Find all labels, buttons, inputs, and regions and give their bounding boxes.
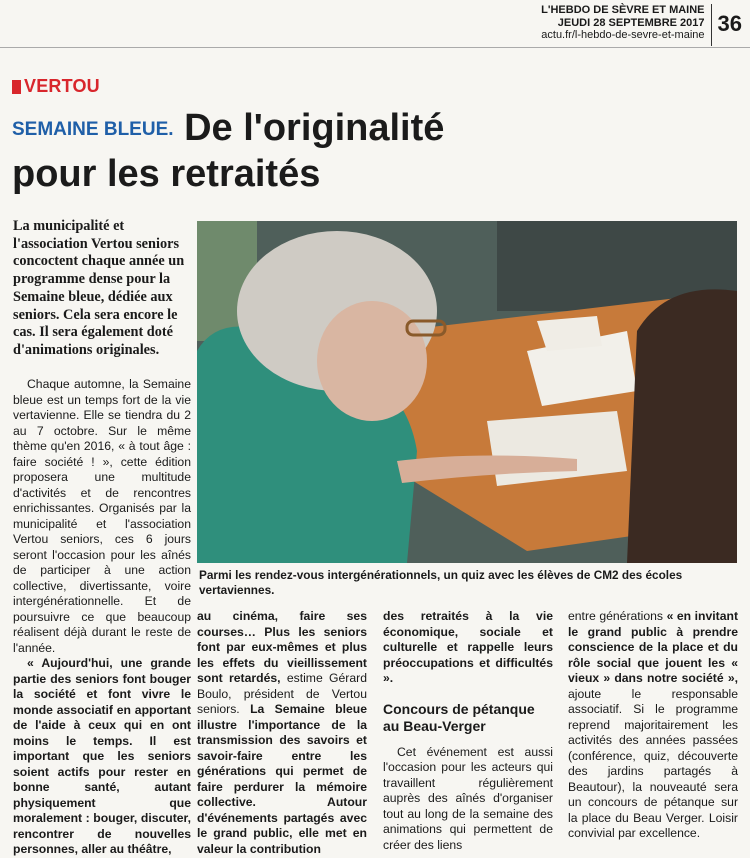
article-column-4 xyxy=(568,609,738,842)
attribution-text: ajoute le responsable associatif. xyxy=(568,686,738,716)
quote-text-continued: La Semaine bleue illustre l'importance de la transmission des savoirs et savoir-faire entre les générations qui permet de faire perdurer la mémoire collective. Autour d'événements partagés avec le grand public, elle met en valeur la contribution xyxy=(197,702,367,856)
paragraph-quote: « Aujourd'hui, une grande partie des seniors font bouger la société et font vivre le monde associatif en apportant de l'aide à ceux qui en ont moins le temps. Il est important que les seniors soient actifs pour rester en bonne santé, autant physiquement que moralement : bouger, discuter, rencontrer de nouvelles personnes, aller au théâtre, xyxy=(13,656,191,856)
headline-kicker: SEMAINE BLEUE. xyxy=(12,118,174,140)
article-column-2 xyxy=(197,609,367,857)
paragraph: Chaque automne, la Semaine bleue est un temps fort de la vie vertavienne. Elle se tiendra du 2 au 7 octobre. Sur le même thème qu'en 2016, « à tout âge : faire société ! », cette édition proposera une multitude d'activités et de rencontres enrichissantes. Organisés par la municipalité et l'association Vertou seniors, ces 6 jours seront l'occasion pour les aînés de participer à une action collective, divertissante, voire intergénérationnelle. Et de poursuivre ce que beaucoup réalisent déjà durant le reste de l'année. xyxy=(13,377,191,655)
headline xyxy=(12,106,732,196)
article-column-1 xyxy=(13,377,191,858)
website-url: actu.fr/l-hebdo-de-sevre-et-maine xyxy=(541,29,705,41)
article-column-3 xyxy=(383,609,553,853)
headline-line1: De l'originalité xyxy=(184,107,445,149)
section-name: VERTOU xyxy=(24,76,100,96)
attribution-text: estime Gérard Boulo, président de Vertou seniors. xyxy=(197,671,367,716)
body-text-continued: Si le programme reprend majoritairement les activités des années passées (conférence, quiz, découverte des jardins partagés à Beautour), la nouveauté sera un concours de pétanque sur la place du Beau Verger. Loisir convivial par excellence. xyxy=(568,702,738,840)
article-lead: La municipalité et l'association Vertou seniors concoctent chaque année un programme dense pour la Semaine bleue, dédiée aux seniors. Cela sera encore le cas. Il sera également doté d'animations originales. xyxy=(13,218,185,358)
body-text: entre générations xyxy=(568,609,664,623)
paragraph: Cet événement est aussi l'occasion pour les acteurs qui travaillent régulièrement auprès des aînés d'organiser tout au long de la semaine des animations qui permettent de créer des liens xyxy=(383,744,553,852)
subheading: Concours de pétanque au Beau-Verger xyxy=(383,700,535,734)
quote-text: « en invitant le grand public à prendre conscience de la place et du rôle social que jouent les « vieux » dans notre société », xyxy=(568,609,739,685)
headline-line2: pour les retraités xyxy=(12,152,321,195)
newspaper-name: L'HEBDO DE SÈVRE ET MAINE xyxy=(541,4,705,16)
quote-ending: des retraités à la vie économique, sociale et culturelle et rappelle leurs préoccupations et difficultés ». xyxy=(383,609,553,685)
photo-illustration xyxy=(197,221,737,563)
photo-caption: Parmi les rendez-vous intergénérationnels, un quiz avec les élèves de CM2 des écoles vertaviennes. xyxy=(199,568,683,597)
section-label xyxy=(12,76,100,97)
article-photo xyxy=(197,221,737,563)
header-rule xyxy=(0,47,750,48)
quote-text: au cinéma, faire ses courses… Plus les seniors font par eux-mêmes et plus les effets du vieillissement sont retardés, xyxy=(197,609,367,685)
page-number: 36 xyxy=(711,4,742,46)
section-marker-square xyxy=(12,80,21,94)
issue-date: JEUDI 28 SEPTEMBRE 2017 xyxy=(557,16,705,29)
masthead xyxy=(541,4,742,46)
